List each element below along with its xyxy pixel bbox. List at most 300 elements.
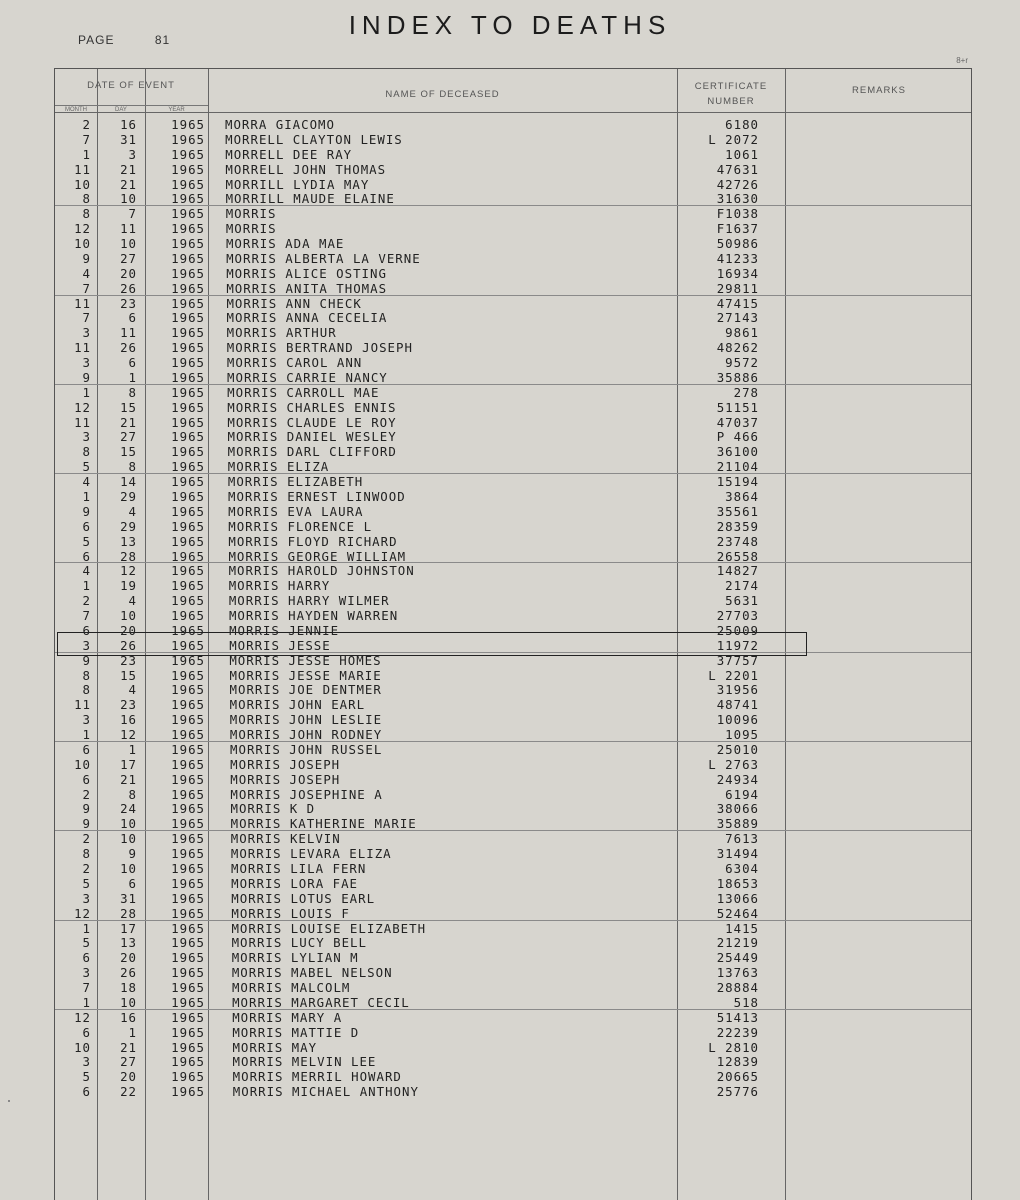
day-cell: 3 [128,146,137,162]
table-row [55,995,973,1010]
month-cell: 6 [82,548,91,564]
table-row [55,816,973,831]
month-cell: 9 [82,250,91,266]
page-label-text: PAGE [78,33,115,47]
year-cell: 1965 [171,980,205,996]
name-cell: MORRIS ANNA CECELIA [226,310,388,326]
table-row [55,400,973,415]
month-cell: 2 [82,593,91,609]
day-cell: 4 [128,682,137,698]
day-cell: 16 [120,1009,137,1025]
year-cell: 1965 [171,741,205,757]
name-cell: MORRIS ELIZA [227,459,330,475]
day-cell: 20 [120,622,137,638]
certificate-cell: 47631 [716,161,759,177]
table-row [55,935,973,950]
table-row [55,1025,973,1040]
name-cell: MORRILL MAUDE ELAINE [225,191,395,207]
certificate-cell: 31494 [716,846,759,862]
month-cell: 3 [82,965,91,981]
certificate-cell: 51151 [716,399,759,415]
day-cell: 10 [120,861,137,876]
day-cell: 16 [120,712,137,728]
header-certificate: CERTIFICATE NUMBER [694,81,768,107]
day-cell: 26 [120,965,137,981]
month-cell: 10 [74,236,91,252]
name-cell: MORRIS JOSEPHINE A [230,786,383,802]
table-row [55,370,973,385]
certificate-cell: 31630 [716,191,759,207]
month-cell: 7 [82,980,91,996]
name-cell: MORRIS [225,206,277,222]
month-cell: 7 [82,131,91,147]
day-cell: 15 [120,667,137,683]
month-cell: 7 [82,608,91,624]
year-cell: 1965 [171,414,205,430]
header-day: DAY [115,107,127,113]
certificate-cell: 13066 [716,890,759,906]
table-row [55,712,973,727]
month-cell: 4 [82,563,91,579]
margin-dot [8,1100,10,1102]
day-cell: 12 [120,563,137,579]
day-cell: 4 [128,593,137,609]
month-cell: 8 [82,667,91,683]
certificate-cell: 35889 [716,816,759,832]
certificate-cell: 48741 [716,697,759,713]
name-cell: MORRIS LILA FERN [231,861,367,876]
day-cell: 14 [120,474,137,490]
day-cell: 26 [120,340,137,356]
month-cell: 3 [82,890,91,906]
day-cell: 6 [128,310,137,326]
certificate-cell: 1061 [725,146,759,162]
year-cell: 1965 [171,786,205,802]
certificate-cell: 6194 [725,786,759,802]
certificate-cell: L 2072 [708,131,759,147]
year-cell: 1965 [171,295,205,311]
header-month: MONTH [65,107,87,113]
name-cell: MORRIS JOSEPH [230,756,341,772]
name-cell: MORRIS LOUIS F [231,905,350,921]
year-cell: 1965 [171,117,205,132]
certificate-cell: 31956 [716,682,759,698]
certificate-cell: 3864 [725,489,759,504]
month-cell: 12 [74,399,91,415]
name-cell: MORRIS JOHN RODNEY [229,727,383,743]
month-cell: 11 [74,414,91,430]
table-row [55,534,973,549]
month-cell: 8 [82,846,91,862]
day-cell: 1 [128,741,137,757]
name-cell: MORRIS MERRIL HOWARD [232,1069,402,1085]
table-row [55,980,973,995]
day-cell: 26 [120,280,137,296]
year-cell: 1965 [171,875,205,891]
table-row [55,459,973,474]
name-cell: MORRIS FLOYD RICHARD [228,533,398,549]
month-cell: 2 [82,117,91,132]
year-cell: 1965 [171,578,205,594]
month-cell: 11 [74,697,91,713]
table-row [55,504,973,519]
year-cell: 1965 [171,622,205,638]
day-cell: 10 [120,608,137,624]
table-row [55,727,973,742]
name-cell: MORRIS JESSE MARIE [229,667,382,683]
month-cell: 6 [82,622,91,638]
year-cell: 1965 [171,682,205,698]
day-cell: 31 [120,131,137,147]
year-cell: 1965 [171,593,205,609]
day-cell: 6 [128,875,137,891]
certificate-cell: 25449 [716,950,759,966]
day-cell: 1 [128,1024,137,1040]
year-cell: 1965 [171,548,205,564]
name-cell: MORRELL JOHN THOMAS [225,161,387,177]
name-cell: MORRELL CLAYTON LEWIS [225,131,403,147]
name-cell: MORRIS JOE DENTMER [229,682,382,698]
day-cell: 21 [120,176,137,192]
day-cell: 16 [120,117,137,132]
month-cell: 6 [82,1084,91,1100]
month-cell: 1 [82,489,91,504]
month-cell: 7 [82,280,91,296]
name-cell: MORRIS HARRY [228,578,331,594]
certificate-cell: 1095 [725,727,759,743]
year-cell: 1965 [171,518,205,534]
month-cell: 5 [82,1069,91,1085]
day-cell: 27 [120,1054,137,1070]
certificate-cell: 28884 [716,980,759,996]
certificate-cell: L 2763 [708,756,759,772]
month-cell: 6 [82,950,91,966]
year-cell: 1965 [171,816,205,832]
day-cell: 15 [120,444,137,460]
month-cell: 1 [82,920,91,936]
year-cell: 1965 [171,563,205,579]
header-remarks: REMARKS [852,85,906,96]
certificate-cell: 35886 [716,369,759,385]
table-row [55,251,973,266]
name-cell: MORRIS DARL CLIFFORD [227,444,397,460]
certificate-cell: 12839 [716,1054,759,1070]
table-row [55,563,973,578]
day-cell: 27 [120,250,137,266]
table-row [55,697,973,712]
day-cell: 11 [120,325,137,341]
name-cell: MORRIS MICHAEL ANTHONY [232,1084,419,1100]
table-row [55,236,973,251]
name-cell: MORRIS ANITA THOMAS [226,280,388,296]
table-row [55,147,973,162]
year-cell: 1965 [171,384,205,400]
month-cell: 3 [82,429,91,445]
month-cell: 3 [82,637,91,653]
name-cell: MORRIS MELVIN LEE [232,1054,377,1070]
day-cell: 11 [120,221,137,237]
certificate-cell: 18653 [716,875,759,891]
month-cell: 11 [74,161,91,177]
table-row [55,846,973,861]
year-cell: 1965 [171,1024,205,1040]
certificate-cell: 27143 [716,310,759,326]
year-cell: 1965 [171,310,205,326]
name-cell: MORRIS LOTUS EARL [231,890,376,906]
year-cell: 1965 [171,950,205,966]
year-cell: 1965 [171,146,205,162]
table-row [55,519,973,534]
certificate-cell: 28359 [716,518,759,534]
month-cell: 1 [82,727,91,743]
day-cell: 26 [120,637,137,653]
name-cell: MORRIS CARROLL MAE [227,384,380,400]
month-cell: 1 [82,578,91,594]
table-row [55,1069,973,1084]
year-cell: 1965 [171,340,205,356]
name-cell: MORRIS ADA MAE [225,236,345,252]
day-cell: 1 [128,369,137,385]
month-cell: 11 [74,340,91,356]
certificate-cell: 1415 [725,920,759,936]
certificate-cell: 23748 [716,533,759,549]
name-cell: MORRIS MATTIE D [232,1024,360,1040]
table-row [55,950,973,965]
table-row [55,385,973,400]
name-cell: MORRIS ALBERTA LA VERNE [226,250,421,266]
highlight-box [57,632,807,656]
certificate-cell: 11972 [716,637,759,653]
year-cell: 1965 [171,994,205,1010]
year-cell: 1965 [171,1084,205,1100]
table-row [55,415,973,430]
table-row [55,296,973,311]
certificate-cell: 15194 [716,474,759,490]
name-cell: MORRIS ALICE OSTING [226,265,387,281]
month-cell: 8 [82,191,91,207]
name-cell: MORRIS LUCY BELL [231,935,367,951]
table-row [55,444,973,459]
year-cell: 1965 [171,444,205,460]
name-cell: MORRIS HAYDEN WARREN [228,608,399,624]
table-row [55,593,973,608]
certificate-cell: 51413 [716,1009,759,1025]
table-row [55,742,973,757]
year-cell: 1965 [171,1069,205,1085]
certificate-cell: 26558 [716,548,759,564]
month-cell: 3 [82,712,91,728]
month-cell: 3 [82,355,91,371]
certificate-cell: 24934 [716,771,759,787]
certificate-cell: 25776 [716,1084,759,1100]
year-cell: 1965 [171,1054,205,1070]
day-cell: 8 [128,786,137,802]
year-cell: 1965 [171,846,205,862]
day-cell: 19 [120,578,137,594]
month-cell: 5 [82,533,91,549]
certificate-cell: 50986 [716,236,759,252]
name-cell: MORRIS MABEL NELSON [231,965,393,981]
day-cell: 17 [120,920,137,936]
day-cell: 31 [120,890,137,906]
month-cell: 2 [82,786,91,802]
certificate-cell: L 2810 [708,1039,759,1055]
year-cell: 1965 [171,459,205,475]
certificate-cell: 20665 [716,1069,759,1085]
month-cell: 1 [82,384,91,400]
certificate-cell: 52464 [716,905,759,921]
certificate-cell: F1038 [716,206,759,222]
table-row [55,682,973,697]
table-row [55,474,973,489]
name-cell: MORRIS LYLIAN M [231,950,359,966]
year-cell: 1965 [171,533,205,549]
name-cell: MORRIS HAROLD JOHNSTON [228,563,415,579]
header-date-of-event: DATE OF EVENT [87,80,175,91]
certificate-cell: 9861 [725,325,759,341]
day-cell: 9 [128,846,137,862]
name-cell: MORRIS LEVARA ELIZA [230,846,392,862]
table-row [55,489,973,504]
certificate-cell: 41233 [716,250,759,266]
certificate-cell: 21219 [716,935,759,951]
year-cell: 1965 [171,489,205,504]
name-cell: MORRIS CLAUDE LE ROY [227,414,397,430]
year-cell: 1965 [171,652,205,668]
day-cell: 23 [120,697,137,713]
table-row [55,206,973,221]
month-cell: 8 [82,444,91,460]
month-cell: 12 [74,905,91,921]
day-cell: 10 [120,994,137,1010]
corner-mark: 8+r [956,56,968,65]
name-cell: MORRIS JESSE HOMES [229,652,382,668]
document-title: INDEX TO DEATHS [348,10,672,40]
index-table [54,68,972,1200]
page-number: 81 [154,33,171,47]
name-cell: MORRIS ELIZABETH [227,474,364,490]
year-cell: 1965 [171,935,205,951]
day-cell: 13 [120,533,137,549]
header-bottom-rule [55,112,971,113]
certificate-cell: 29811 [716,280,759,296]
year-cell: 1965 [171,474,205,490]
year-cell: 1965 [171,712,205,728]
name-cell: MORRIS [225,221,277,237]
table-row [55,132,973,147]
year-cell: 1965 [171,161,205,177]
day-cell: 6 [128,355,137,371]
day-cell: 24 [120,801,137,817]
name-cell: MORRA GIACOMO [225,117,335,132]
month-cell: 1 [82,994,91,1010]
table-row [55,906,973,921]
year-cell: 1965 [171,236,205,252]
day-cell: 21 [120,1039,137,1055]
table-row [55,177,973,192]
day-cell: 20 [120,950,137,966]
day-cell: 23 [120,295,137,311]
table-row [55,429,973,444]
certificate-cell: 14827 [716,563,759,579]
name-cell: MORRIS JENNIE [229,622,340,638]
day-cell: 4 [128,503,137,519]
certificate-cell: 36100 [716,444,759,460]
day-cell: 10 [120,831,137,847]
table-row [55,281,973,296]
year-cell: 1965 [171,429,205,445]
table-row [55,757,973,772]
name-cell: MORRIS MARGARET CECIL [232,994,410,1010]
table-row [55,325,973,340]
month-cell: 12 [74,1009,91,1025]
certificate-cell: 518 [733,994,759,1010]
table-row [55,310,973,325]
month-cell: 9 [82,801,91,817]
name-cell: MORRIS CARRIE NANCY [227,369,388,385]
year-cell: 1965 [171,667,205,683]
month-cell: 2 [82,831,91,847]
table-row [55,340,973,355]
certificate-cell: 38066 [716,801,759,817]
certificate-cell: 27703 [716,608,759,624]
table-row [55,117,973,132]
year-cell: 1965 [171,206,205,222]
year-cell: 1965 [171,191,205,207]
header-mid-rule [55,105,208,106]
month-cell: 6 [82,518,91,534]
certificate-cell: 21104 [716,459,759,475]
table-row [55,921,973,936]
table-row [55,876,973,891]
day-cell: 21 [120,771,137,787]
table-row [55,772,973,787]
year-cell: 1965 [171,890,205,906]
day-cell: 28 [120,548,137,564]
certificate-cell: 6180 [725,117,759,132]
certificate-cell: 10096 [716,712,759,728]
year-cell: 1965 [171,399,205,415]
name-cell: MORRIS EVA LAURA [228,503,364,519]
certificate-cell: 47415 [716,295,759,311]
name-cell: MORRIS GEORGE WILLIAM [228,548,407,564]
month-cell: 9 [82,816,91,832]
month-cell: 8 [82,682,91,698]
year-cell: 1965 [171,1039,205,1055]
table-row [55,787,973,802]
day-cell: 12 [120,727,137,743]
table-row [55,965,973,980]
name-cell: MORRIS DANIEL WESLEY [227,429,397,445]
month-cell: 8 [82,206,91,222]
certificate-cell: F1637 [716,221,759,237]
certificate-cell: 37757 [716,652,759,668]
day-cell: 29 [120,489,137,504]
day-cell: 29 [120,518,137,534]
year-cell: 1965 [171,1009,205,1025]
name-cell: MORRIS JOHN RUSSEL [230,741,383,757]
day-cell: 23 [120,652,137,668]
certificate-cell: L 2201 [708,667,759,683]
day-cell: 8 [128,384,137,400]
name-cell: MORRIS FLORENCE L [228,518,373,534]
certificate-cell: 48262 [716,340,759,356]
month-cell: 2 [82,861,91,876]
table-row [55,861,973,876]
year-cell: 1965 [171,965,205,981]
name-cell: MORRIS LORA FAE [231,875,359,891]
year-cell: 1965 [171,637,205,653]
